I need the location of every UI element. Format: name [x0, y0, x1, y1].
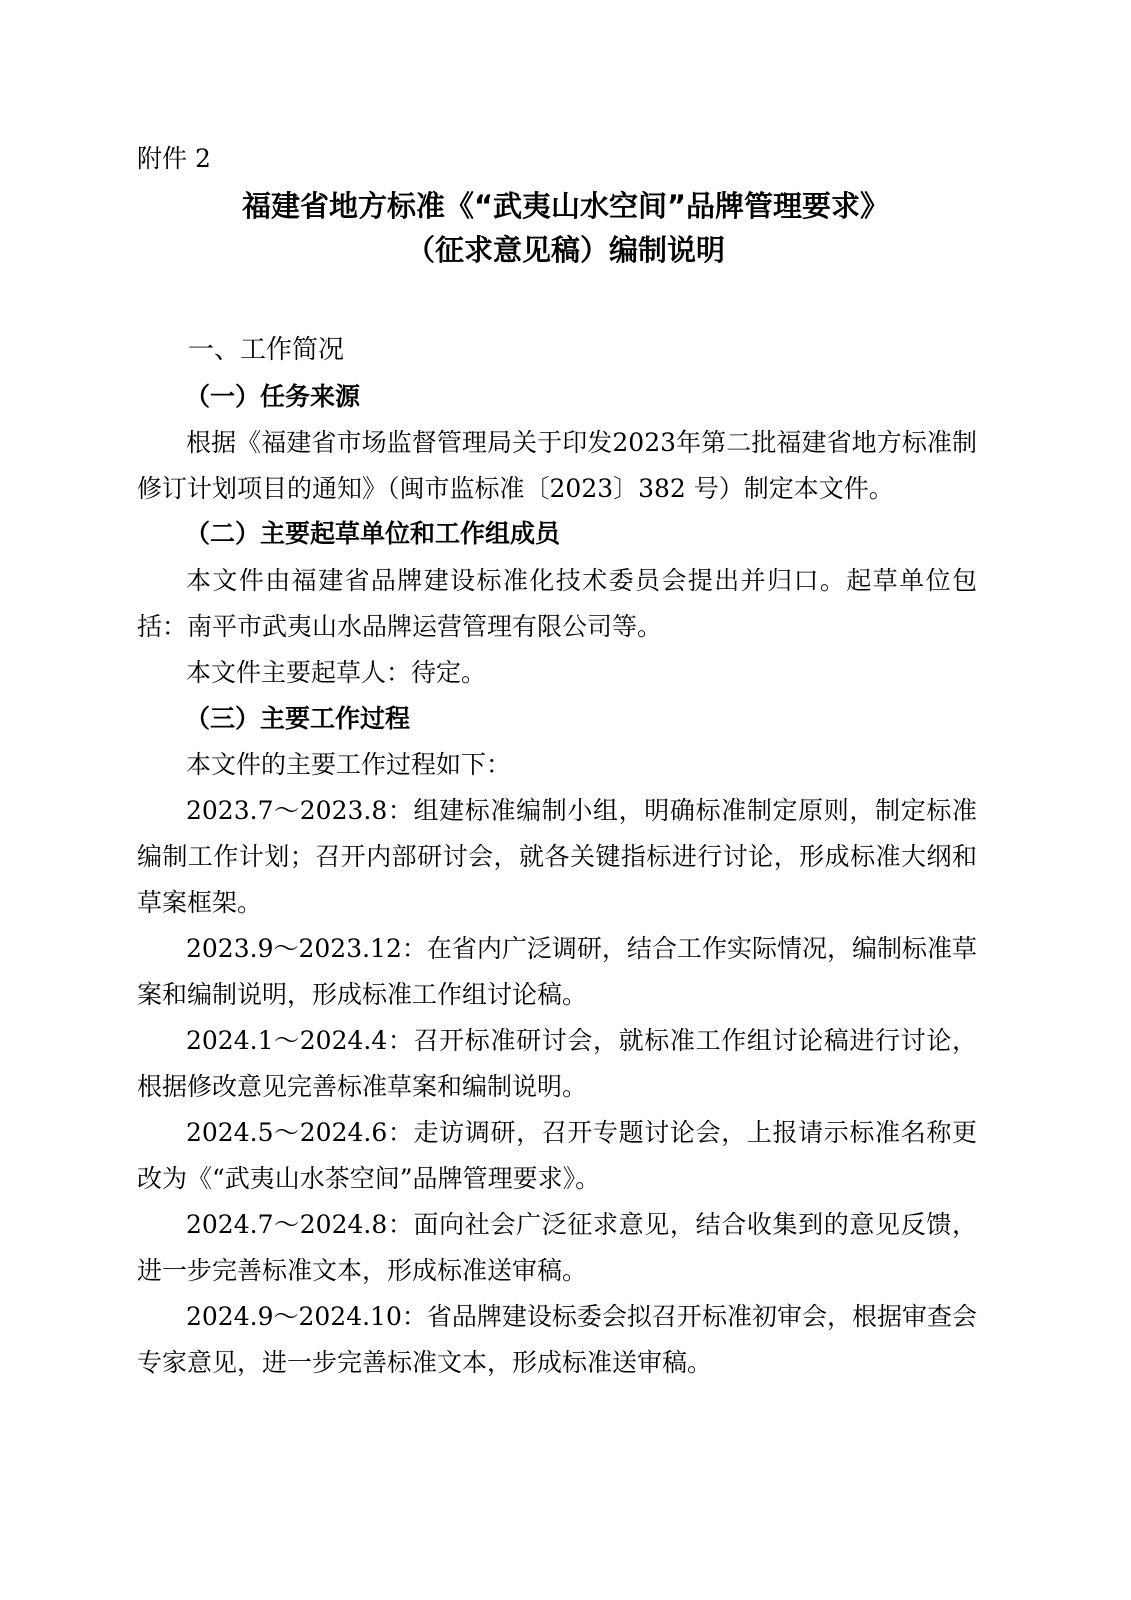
document-title-line-1: 福建省地方标准《“武夷山水空间”品牌管理要求》	[241, 189, 890, 223]
paragraph-task-source: 根据《福建省市场监督管理局关于印发2023年第二批福建省地方标准制修订计划项目的通知》（闽市监标准〔2023〕382 号）制定本文件。	[137, 428, 977, 503]
subsection-heading-work-process: （三）主要工作过程	[185, 704, 411, 733]
paragraph-drafters: 本文件主要起草人：待定。	[186, 658, 487, 687]
process-item: 2024.5～2024.6：走访调研，召开专题讨论会，上报请示标准名称更改为《“武夷山水茶空间”品牌管理要求》。	[137, 1118, 977, 1193]
document-title-line-2: （征求意见稿）编制说明	[405, 233, 725, 267]
process-item: 2023.9～2023.12：在省内广泛调研，结合工作实际情况，编制标准草案和编制说明，形成标准工作组讨论稿。	[137, 934, 977, 1009]
attachment-label: 附件 2	[137, 144, 211, 173]
process-item: 2024.1～2024.4：召开标准研讨会，就标准工作组讨论稿进行讨论，根据修改意见完善标准草案和编制说明。	[137, 1026, 977, 1101]
process-item: 2024.9～2024.10：省品牌建设标委会拟召开标准初审会，根据审查会专家意见，进一步完善标准文本，形成标准送审稿。	[137, 1302, 977, 1377]
subsection-heading-task-source: （一）任务来源	[185, 382, 361, 411]
process-item: 2024.7～2024.8：面向社会广泛征求意见，结合收集到的意见反馈，进一步完善标准文本，形成标准送审稿。	[137, 1210, 977, 1285]
subsection-heading-drafting-units: （二）主要起草单位和工作组成员	[185, 519, 561, 548]
paragraph-drafting-units: 本文件由福建省品牌建设标准化技术委员会提出并归口。起草单位包括：南平市武夷山水品牌运营管理有限公司等。	[137, 566, 977, 641]
process-item: 2023.7～2023.8：组建标准编制小组，明确标准制定原则，制定标准编制工作计划；召开内部研讨会，就各关键指标进行讨论，形成标准大纲和草案框架。	[137, 796, 977, 917]
section-heading-work-overview: 一、工作简况	[188, 335, 345, 365]
paragraph-process-intro: 本文件的主要工作过程如下：	[186, 750, 512, 779]
